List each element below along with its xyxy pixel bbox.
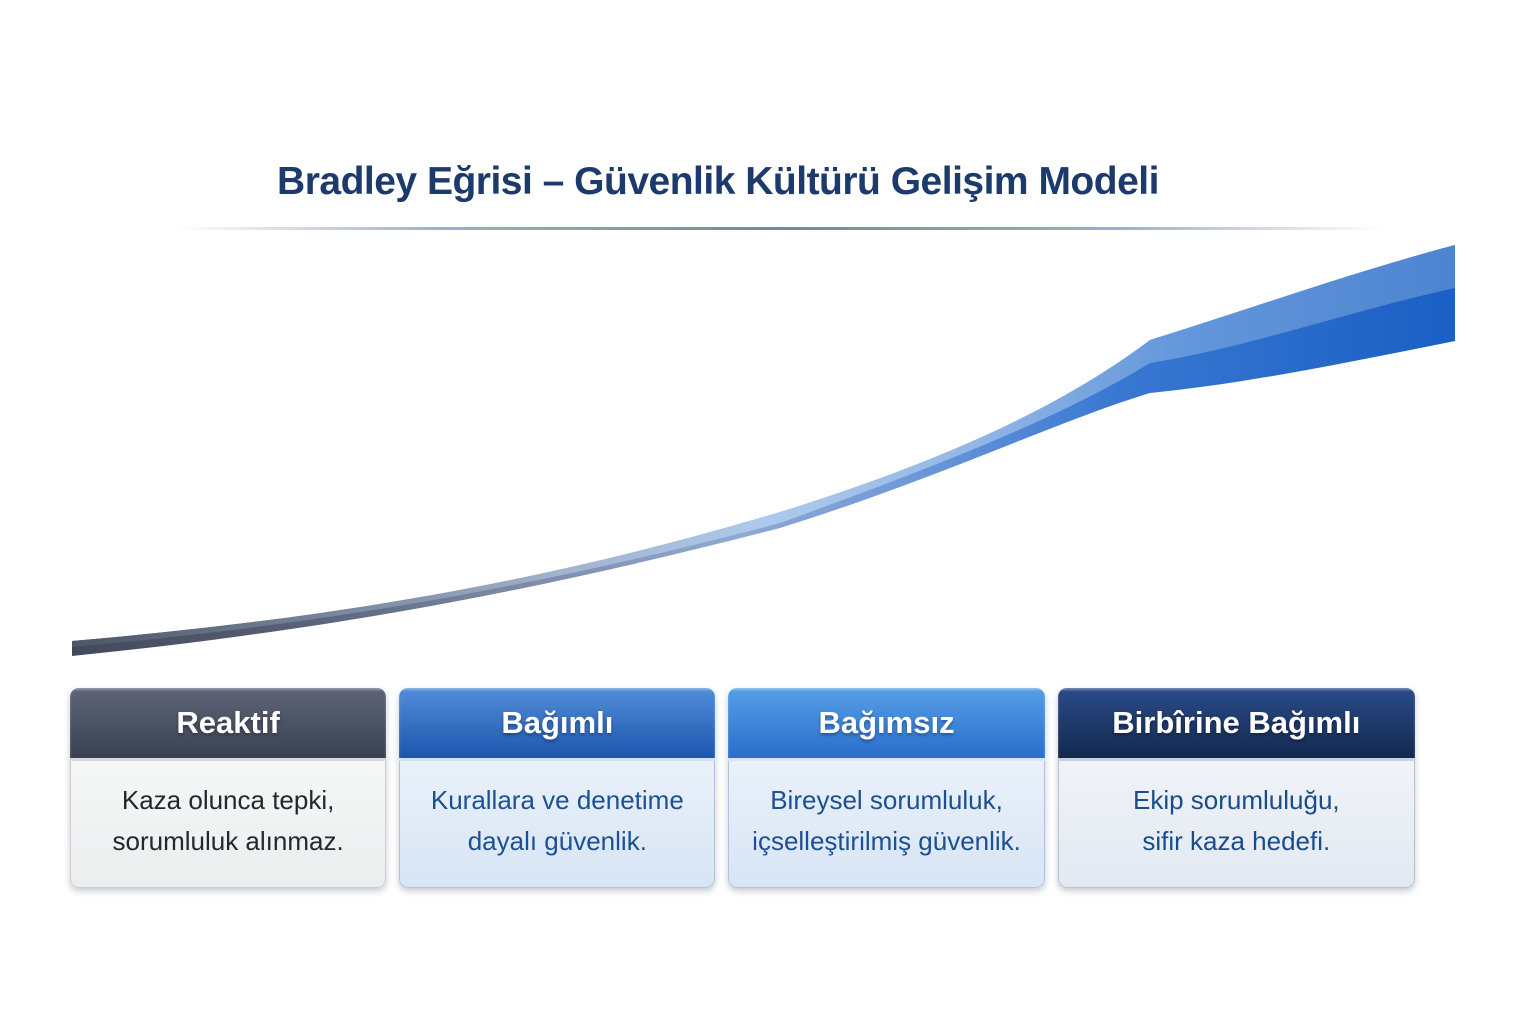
stage-title: Reaktif bbox=[176, 705, 280, 740]
curve-ribbon-highlight bbox=[72, 245, 1455, 647]
curve-ribbon-main bbox=[72, 245, 1455, 656]
stage-card-bagimli bbox=[399, 688, 715, 888]
stage-body bbox=[1058, 761, 1415, 888]
stage-header bbox=[1058, 688, 1415, 761]
stage-body bbox=[399, 761, 715, 888]
stage-body-line: Bireysel sorumluluk, bbox=[770, 785, 1003, 815]
stage-body bbox=[728, 761, 1044, 888]
stage-body-line: Kurallara ve denetime bbox=[430, 785, 684, 815]
stage-card-bagimsiz bbox=[728, 688, 1044, 888]
stage-title: Bağımsız bbox=[818, 705, 955, 740]
stage-header bbox=[728, 688, 1044, 761]
stage-card-reaktif bbox=[70, 688, 386, 888]
stage-header bbox=[70, 688, 386, 761]
stage-title: Birbîrine Bağımlı bbox=[1112, 705, 1361, 740]
stage-cards-row bbox=[70, 688, 1415, 888]
stage-body-line: dayalı güvenlik. bbox=[467, 826, 647, 856]
stage-body-line: Kaza olunca tepki, bbox=[121, 785, 335, 815]
stage-card-birbirine-bagimli bbox=[1058, 688, 1415, 888]
stage-header bbox=[399, 688, 715, 761]
stage-body-line: Ekip sorumluluğu, bbox=[1132, 785, 1340, 815]
stage-body bbox=[70, 761, 386, 888]
stage-body-line: içselleştirilmiş güvenlik. bbox=[752, 826, 1021, 856]
page-title: Bradley Eğrisi – Güvenlik Kültürü Gelişim Modeli bbox=[277, 160, 1159, 203]
stage-body-line: sorumluluk alınmaz. bbox=[112, 826, 344, 856]
stage-title: Bağımlı bbox=[501, 705, 614, 740]
stage-body-line: sifir kaza hedefi. bbox=[1142, 826, 1331, 856]
